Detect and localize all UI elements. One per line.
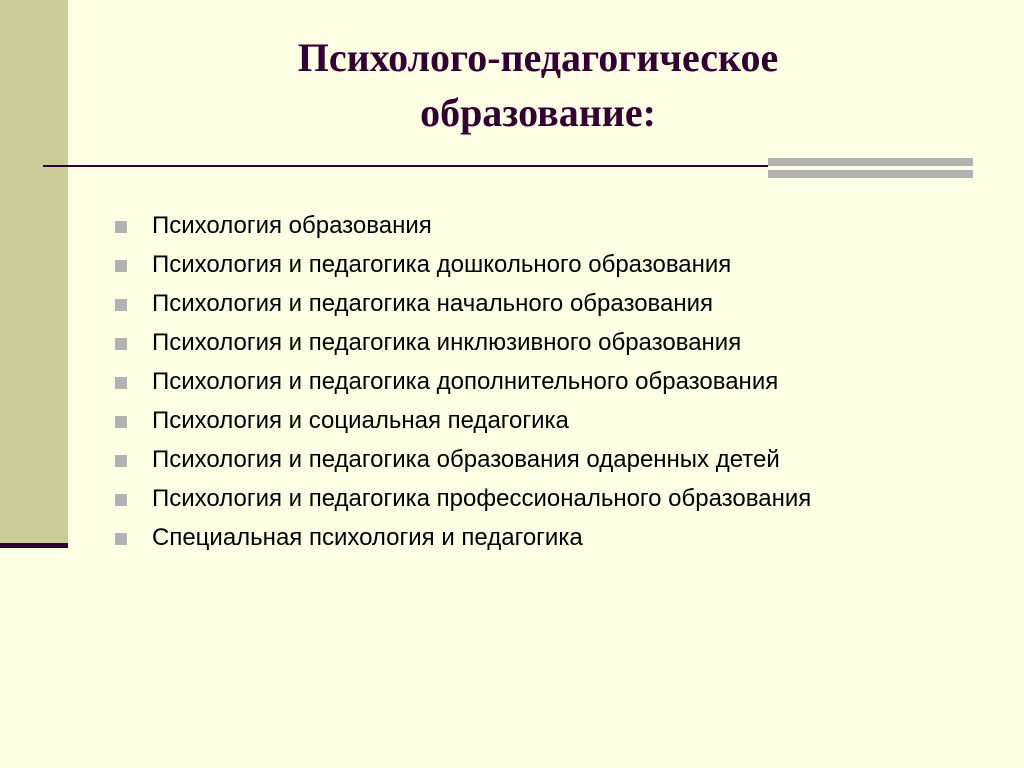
list-item-text: Психология и педагогика профессионального образования bbox=[152, 485, 812, 512]
square-bullet-icon bbox=[115, 533, 127, 545]
list-item-text: Специальная психология и педагогика bbox=[152, 524, 583, 551]
slide-title bbox=[100, 30, 976, 140]
square-bullet-icon bbox=[115, 299, 127, 311]
square-bullet-icon bbox=[115, 416, 127, 428]
square-bullet-icon bbox=[115, 260, 127, 272]
list-item-text: Психология и педагогика образования одаренных детей bbox=[152, 446, 780, 473]
list-item bbox=[113, 288, 993, 319]
slide-title-line1: Психолого-педагогическое bbox=[297, 35, 779, 80]
list-item bbox=[113, 249, 993, 280]
square-bullet-icon bbox=[115, 221, 127, 233]
square-bullet-icon bbox=[115, 455, 127, 467]
list-item-text: Психология и педагогика начального образования bbox=[152, 290, 714, 317]
list-item-text: Психология и социальная педагогика bbox=[152, 407, 569, 434]
square-bullet-icon bbox=[115, 338, 127, 350]
title-divider-gray-gap bbox=[768, 166, 973, 170]
left-decor-accent-line bbox=[0, 543, 68, 548]
left-decor-bar bbox=[0, 0, 68, 545]
square-bullet-icon bbox=[115, 377, 127, 389]
list-item bbox=[113, 444, 993, 475]
square-bullet-icon bbox=[115, 494, 127, 506]
list-item-text: Психология и педагогика инклюзивного образования bbox=[152, 329, 742, 356]
slide-title-line2: образование: bbox=[420, 90, 656, 135]
list-item bbox=[113, 366, 993, 397]
list-item bbox=[113, 483, 852, 514]
list-item bbox=[113, 210, 993, 241]
list-item-text: Психология и педагогика дополнительного образования bbox=[152, 368, 779, 395]
list-item bbox=[113, 405, 993, 436]
bullet-list bbox=[113, 210, 993, 561]
list-item bbox=[113, 522, 993, 553]
list-item-text: Психология образования bbox=[152, 212, 432, 239]
list-item-text: Психология и педагогика дошкольного образования bbox=[152, 251, 732, 278]
list-item bbox=[113, 327, 993, 358]
